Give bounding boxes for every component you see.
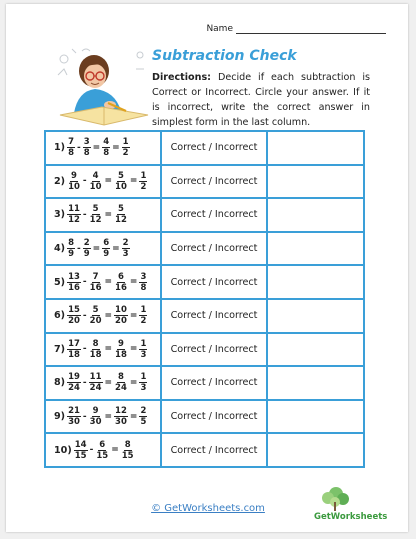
subtraction-expression [54, 171, 160, 192]
numerator: 6 [99, 439, 106, 450]
answer-blank-cell[interactable] [267, 400, 364, 434]
fraction [139, 305, 147, 326]
problem-cell [45, 366, 161, 400]
fraction [74, 440, 88, 461]
numerator: 14 [74, 439, 87, 450]
problem-cell [45, 333, 161, 367]
answer-blank-cell[interactable] [267, 232, 364, 266]
table-row [45, 366, 364, 400]
page-title: Subtraction Check [152, 48, 297, 64]
equals-sign: = [129, 344, 138, 355]
numerator: 1 [140, 170, 147, 181]
denominator: 3 [140, 349, 147, 360]
subtraction-expression [54, 204, 160, 225]
numerator: 2 [122, 238, 129, 249]
minus-sign: - [82, 209, 87, 220]
subtraction-expression [54, 272, 160, 293]
correct-incorrect-choice[interactable]: Correct / Incorrect [161, 333, 267, 367]
fraction [67, 137, 75, 158]
denominator: 2 [122, 148, 129, 159]
numerator: 1 [140, 372, 147, 383]
correct-incorrect-choice[interactable]: Correct / Incorrect [161, 165, 267, 199]
equals-sign: = [112, 243, 120, 254]
answer-blank-cell[interactable] [267, 265, 364, 299]
table-row [45, 265, 364, 299]
problem-number: 6) [54, 310, 66, 322]
numerator: 3 [140, 271, 147, 282]
numerator: 13 [68, 271, 80, 282]
equals-sign: = [104, 277, 113, 288]
table-row [45, 165, 364, 199]
correct-incorrect-choice[interactable]: Correct / Incorrect [161, 131, 267, 165]
denominator: 20 [89, 316, 102, 327]
problem-number: 5) [54, 276, 66, 288]
equals-sign: = [104, 176, 113, 187]
numerator: 8 [118, 372, 124, 383]
correct-incorrect-choice[interactable]: Correct / Incorrect [161, 366, 267, 400]
minus-sign: - [82, 411, 87, 422]
denominator: 5 [140, 417, 147, 428]
fraction [114, 204, 128, 225]
denominator: 12 [115, 215, 127, 226]
denominator: 8 [68, 148, 74, 159]
numerator: 8 [124, 439, 131, 450]
numerator: 9 [71, 170, 77, 181]
fraction [139, 171, 147, 192]
numerator: 1 [140, 338, 147, 349]
denominator: 9 [83, 249, 90, 260]
problem-cell [45, 198, 161, 232]
numerator: 6 [103, 238, 110, 249]
equals-sign: = [104, 411, 113, 422]
equals-sign: = [129, 277, 138, 288]
correct-incorrect-choice[interactable]: Correct / Incorrect [161, 265, 267, 299]
fraction [95, 440, 109, 461]
problem-number: 8) [54, 377, 66, 389]
denominator: 8 [83, 148, 90, 159]
logo-text: GetWorksheets [314, 512, 388, 522]
fraction [139, 372, 147, 393]
numerator: 21 [68, 406, 80, 417]
answer-blank-cell[interactable] [267, 333, 364, 367]
numerator: 2 [83, 238, 90, 249]
numerator: 11 [89, 372, 102, 383]
equals-sign: = [92, 243, 101, 254]
denominator: 30 [115, 417, 127, 428]
fraction [139, 272, 147, 293]
fraction [67, 272, 81, 293]
denominator: 30 [68, 417, 80, 428]
table-row [45, 299, 364, 333]
denominator: 2 [140, 316, 147, 327]
table-row [45, 433, 364, 467]
correct-incorrect-choice[interactable]: Correct / Incorrect [161, 433, 267, 467]
student-writing-illustration [52, 45, 152, 127]
denominator: 9 [103, 249, 110, 260]
numerator: 1 [122, 137, 129, 148]
denominator: 10 [115, 181, 127, 192]
denominator: 2 [140, 181, 147, 192]
equals-sign: = [111, 445, 119, 456]
problem-cell [45, 165, 161, 199]
denominator: 16 [89, 282, 102, 293]
denominator: 24 [89, 383, 102, 394]
problem-cell [45, 400, 161, 434]
fraction [102, 238, 110, 259]
numerator: 12 [115, 406, 127, 417]
name-label: Name [206, 24, 233, 34]
problem-cell [45, 265, 161, 299]
fraction [114, 406, 128, 427]
numerator: 2 [140, 406, 147, 417]
problem-cell [45, 131, 161, 165]
numerator: 4 [92, 170, 99, 181]
denominator: 16 [68, 282, 80, 293]
denominator: 15 [121, 450, 134, 461]
subtraction-expression [54, 372, 160, 393]
numerator: 3 [83, 137, 90, 148]
minus-sign: - [89, 445, 94, 456]
fraction [67, 238, 75, 259]
fraction [89, 272, 103, 293]
problem-number: 9) [54, 411, 66, 423]
fraction [89, 204, 103, 225]
answer-blank-cell[interactable] [267, 299, 364, 333]
answer-blank-cell[interactable] [267, 366, 364, 400]
denominator: 3 [122, 249, 129, 260]
fraction [89, 372, 103, 393]
equals-sign: = [104, 377, 113, 388]
table-row [45, 333, 364, 367]
table-row [45, 400, 364, 434]
fraction [89, 339, 103, 360]
denominator: 30 [89, 417, 102, 428]
denominator: 24 [68, 383, 80, 394]
equals-sign: = [104, 310, 113, 321]
equals-sign: = [92, 142, 101, 153]
numerator: 15 [68, 305, 80, 316]
numerator: 8 [68, 238, 74, 249]
denominator: 20 [68, 316, 80, 327]
numerator: 5 [92, 204, 99, 215]
denominator: 18 [115, 349, 127, 360]
problem-cell [45, 433, 161, 467]
fraction [67, 406, 81, 427]
subtraction-expression [54, 238, 160, 259]
numerator: 10 [115, 305, 127, 316]
problem-number: 3) [54, 209, 66, 221]
correct-incorrect-choice[interactable]: Correct / Incorrect [161, 400, 267, 434]
fraction [67, 171, 81, 192]
equals-sign: = [129, 377, 138, 388]
fraction [67, 305, 81, 326]
subtraction-expression [54, 137, 160, 158]
denominator: 8 [140, 282, 147, 293]
fraction [114, 339, 128, 360]
denominator: 18 [89, 349, 102, 360]
numerator: 5 [118, 170, 124, 181]
numerator: 17 [68, 338, 80, 349]
numerator: 8 [92, 338, 99, 349]
equals-sign: = [112, 142, 120, 153]
fraction [122, 238, 130, 259]
subtraction-expression [54, 406, 160, 427]
fraction [83, 137, 91, 158]
equals-sign: = [129, 310, 138, 321]
fraction [89, 406, 103, 427]
fraction [139, 406, 147, 427]
denominator: 10 [68, 181, 80, 192]
numerator: 7 [68, 137, 74, 148]
denominator: 15 [74, 450, 87, 461]
numerator: 4 [103, 137, 110, 148]
fraction [89, 305, 103, 326]
table-row [45, 232, 364, 266]
denominator: 15 [96, 450, 109, 461]
directions-text [152, 70, 370, 130]
numerator: 7 [92, 271, 99, 282]
problem-cell [45, 232, 161, 266]
minus-sign: - [82, 310, 87, 321]
numerator: 6 [118, 271, 124, 282]
fraction [67, 339, 81, 360]
minus-sign: - [76, 142, 81, 153]
correct-incorrect-choice[interactable]: Correct / Incorrect [161, 198, 267, 232]
minus-sign: - [82, 277, 87, 288]
subtraction-expression [54, 440, 160, 461]
subtraction-expression [54, 305, 160, 326]
minus-sign: - [82, 176, 87, 187]
fraction [83, 238, 91, 259]
denominator: 20 [115, 316, 127, 327]
directions-label: Directions: [152, 72, 212, 83]
denominator: 3 [140, 383, 147, 394]
table-row [45, 198, 364, 232]
answer-blank-cell[interactable] [267, 131, 364, 165]
numerator: 19 [68, 372, 80, 383]
fraction [67, 372, 81, 393]
denominator: 18 [68, 349, 80, 360]
fraction [114, 272, 128, 293]
fraction [102, 137, 110, 158]
minus-sign: - [82, 377, 87, 388]
numerator: 5 [92, 305, 99, 316]
name-blank-line[interactable] [236, 24, 386, 34]
numerator: 1 [140, 305, 147, 316]
problem-number: 7) [54, 343, 66, 355]
denominator: 16 [115, 282, 127, 293]
fraction [67, 204, 81, 225]
answer-blank-cell[interactable] [267, 198, 364, 232]
numerator: 5 [118, 204, 124, 215]
problem-number: 2) [54, 175, 66, 187]
answer-blank-cell[interactable] [267, 433, 364, 467]
fraction [114, 305, 128, 326]
problem-number: 1) [54, 142, 66, 154]
denominator: 8 [103, 148, 110, 159]
denominator: 24 [115, 383, 127, 394]
denominator: 12 [89, 215, 102, 226]
answer-blank-cell[interactable] [267, 165, 364, 199]
correct-incorrect-choice[interactable]: Correct / Incorrect [161, 232, 267, 266]
table-row [45, 131, 364, 165]
correct-incorrect-choice[interactable]: Correct / Incorrect [161, 299, 267, 333]
equals-sign: = [129, 411, 138, 422]
denominator: 10 [89, 181, 102, 192]
problem-number: 4) [54, 243, 66, 255]
subtraction-expression [54, 339, 160, 360]
fraction [122, 137, 130, 158]
name-field[interactable] [206, 24, 386, 34]
footer-link[interactable]: © GetWorksheets.com [151, 503, 265, 514]
fraction [139, 339, 147, 360]
numerator: 9 [118, 338, 124, 349]
denominator: 9 [68, 249, 74, 260]
problem-number: 10) [54, 444, 72, 456]
numerator: 9 [92, 406, 99, 417]
fraction [89, 171, 103, 192]
equals-sign: = [129, 176, 138, 187]
fraction [114, 372, 128, 393]
directions-body: Decide if each subtraction is Correct or Incorrect. Circle your answer. If it is incorrect, write the correct answer in simplest form in the last column. [152, 72, 370, 128]
equals-sign: = [104, 344, 113, 355]
fraction [121, 440, 135, 461]
numerator: 11 [68, 204, 80, 215]
fraction [114, 171, 128, 192]
equals-sign: = [104, 209, 113, 220]
problem-cell [45, 299, 161, 333]
minus-sign: - [76, 243, 81, 254]
problems-table [44, 130, 365, 468]
minus-sign: - [82, 344, 87, 355]
denominator: 12 [68, 215, 80, 226]
